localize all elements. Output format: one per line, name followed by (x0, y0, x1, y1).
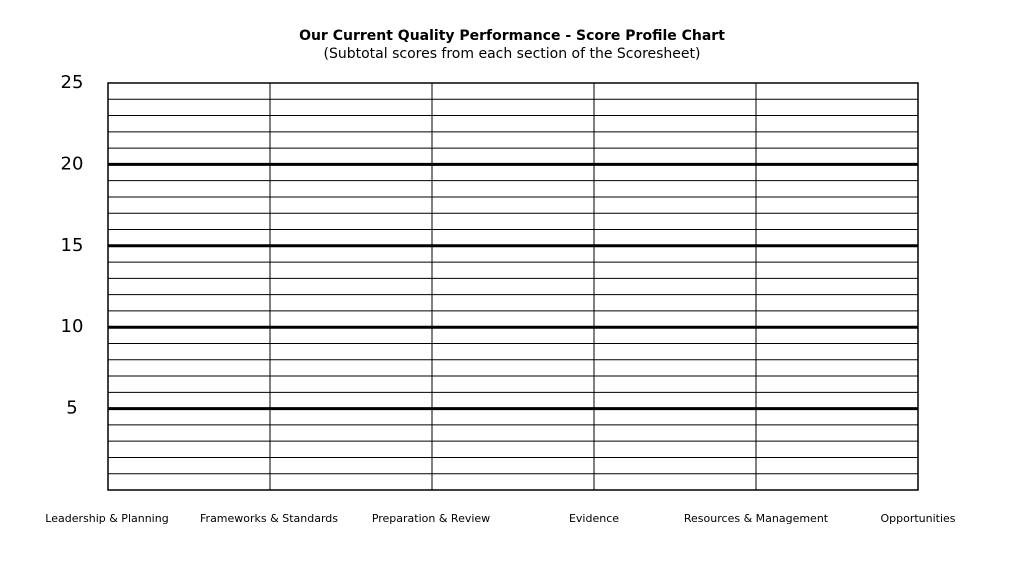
chart-title: Our Current Quality Performance - Score Profile Chart (299, 28, 725, 44)
y-axis-tick-labels (61, 72, 84, 419)
x-category-label-4: Resources & Management (683, 512, 829, 525)
gridlines (108, 99, 918, 473)
column-dividers (270, 83, 756, 490)
y-tick-label-10: 10 (60, 316, 84, 338)
chart-subtitle: (Subtotal scores from each section of the Scoresheet) (323, 46, 701, 62)
x-category-label-0: Leadership & Planning (45, 512, 169, 525)
x-category-label-5: Opportunities (880, 512, 956, 525)
y-tick-label-25: 25 (60, 72, 84, 93)
plot-frame (108, 83, 918, 490)
x-category-label-2: Preparation & Review (371, 512, 491, 525)
y-tick-label-15: 15 (60, 234, 84, 256)
y-tick-label-20: 20 (60, 153, 84, 175)
x-category-label-3: Evidence (568, 512, 620, 525)
x-axis-category-labels (45, 512, 956, 525)
y-tick-label-5: 5 (66, 397, 78, 419)
x-category-label-1: Frameworks & Standards (200, 512, 338, 525)
